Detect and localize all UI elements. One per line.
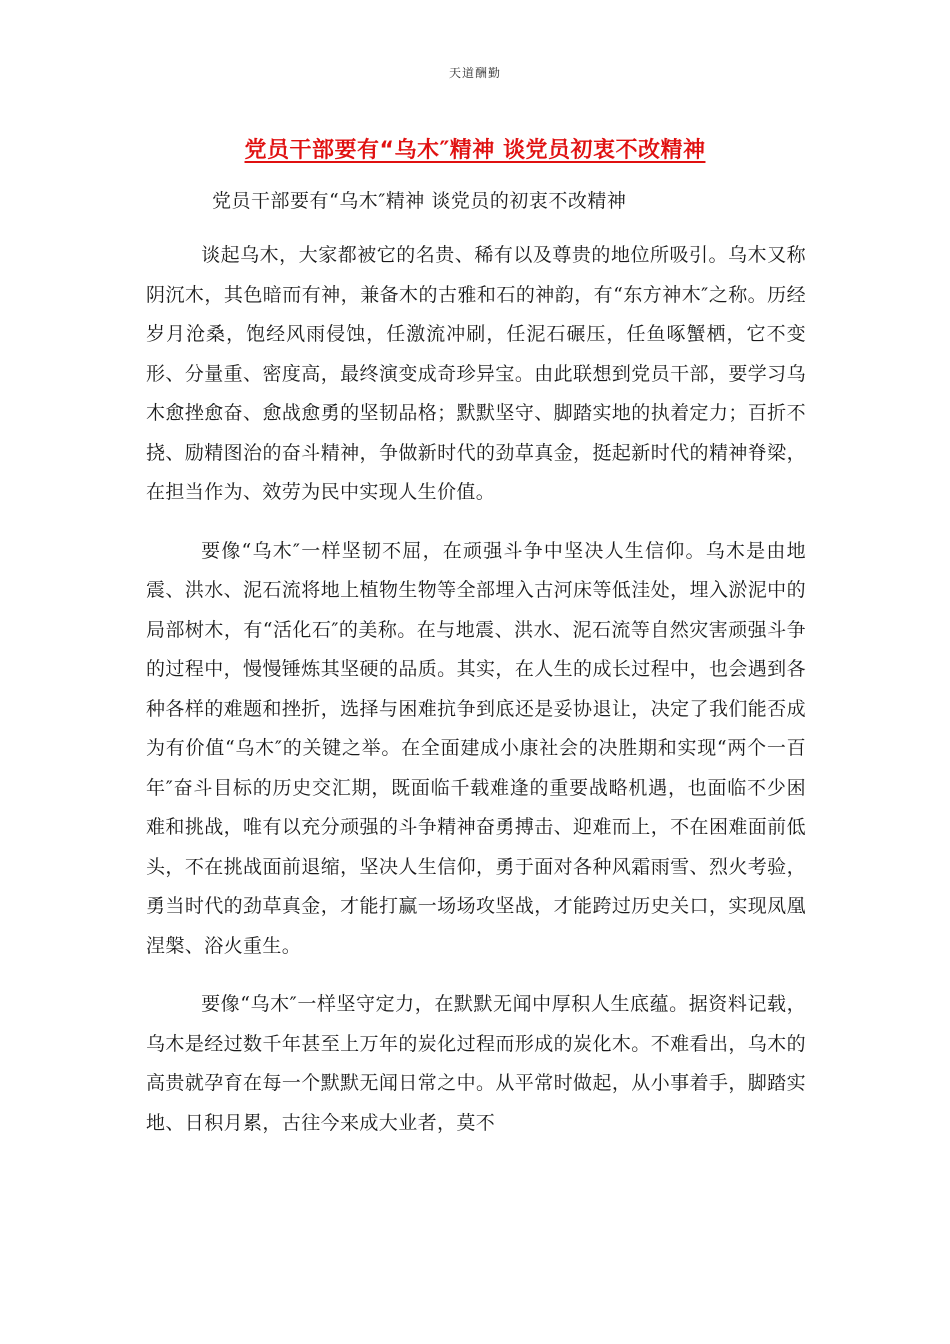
document-subtitle: 党员干部要有“乌木″精神 谈党员的初衷不改精神 <box>212 190 627 212</box>
paragraph: 谈起乌木，大家都被它的名贵、稀有以及尊贵的地位所吸引。乌木又称阴沉木，其色暗而有神，兼备木的古雅和石的神韵，有“东方神木″之称。历经岁月沧桑，饱经风雨侵蚀，任激流冲刷，任泥石碾压，任鱼啄蟹栖，它不变形、分量重、密度高，最终演变成奇珍异宝。由此联想到党员干部，要学习乌木愈挫愈奋、愈战愈勇的坚韧品格；默默坚守、脚踏实地的执着定力；百折不挠、励精图治的奋斗精神，争做新时代的劲草真金，挺起新时代的精神脊梁，在担当作为、效劳为民中实现人生价值。 <box>146 244 806 503</box>
document-body <box>146 236 806 1162</box>
header-note: 天道酬勤 <box>448 66 501 80</box>
paragraph: 要像“乌木″一样坚韧不屈，在顽强斗争中坚决人生信仰。乌木是由地震、洪水、泥石流将地上植物生物等全部埋入古河床等低洼处，埋入淤泥中的局部树木，有“活化石″的美称。在与地震、洪水、泥石流等自然灾害顽强斗争的过程中，慢慢锤炼其坚硬的品质。其实，在人生的成长过程中，也会遇到各种各样的难题和挫折，选择与困难抗争到底还是妥协退让，决定了我们能否成为有价值“乌木″的关键之举。在全面建成小康社会的决胜期和实现“两个一百年″奋斗目标的历史交汇期，既面临千载难逢的重要战略机遇，也面临不少困难和挑战，唯有以充分顽强的斗争精神奋勇搏击、迎难而上，不在困难面前低头，不在挑战面前退缩，坚决人生信仰，勇于面对各种风霜雨雪、烈火考验，勇当时代的劲草真金，才能打赢一场场攻坚战，才能跨过历史关口，实现凤凰涅槃、浴火重生。 <box>146 539 806 957</box>
paragraph: 要像“乌木″一样坚守定力，在默默无闻中厚积人生底蕴。据资料记载，乌木是经过数千年甚至上万年的炭化过程而形成的炭化木。不难看出，乌木的高贵就孕育在每一个默默无闻日常之中。从平常时做起，从小事着手，脚踏实地、日积月累，古往今来成大业者，莫不 <box>146 993 806 1134</box>
document-title: 党员干部要有“乌木″精神 谈党员初衷不改精神 <box>244 138 706 163</box>
